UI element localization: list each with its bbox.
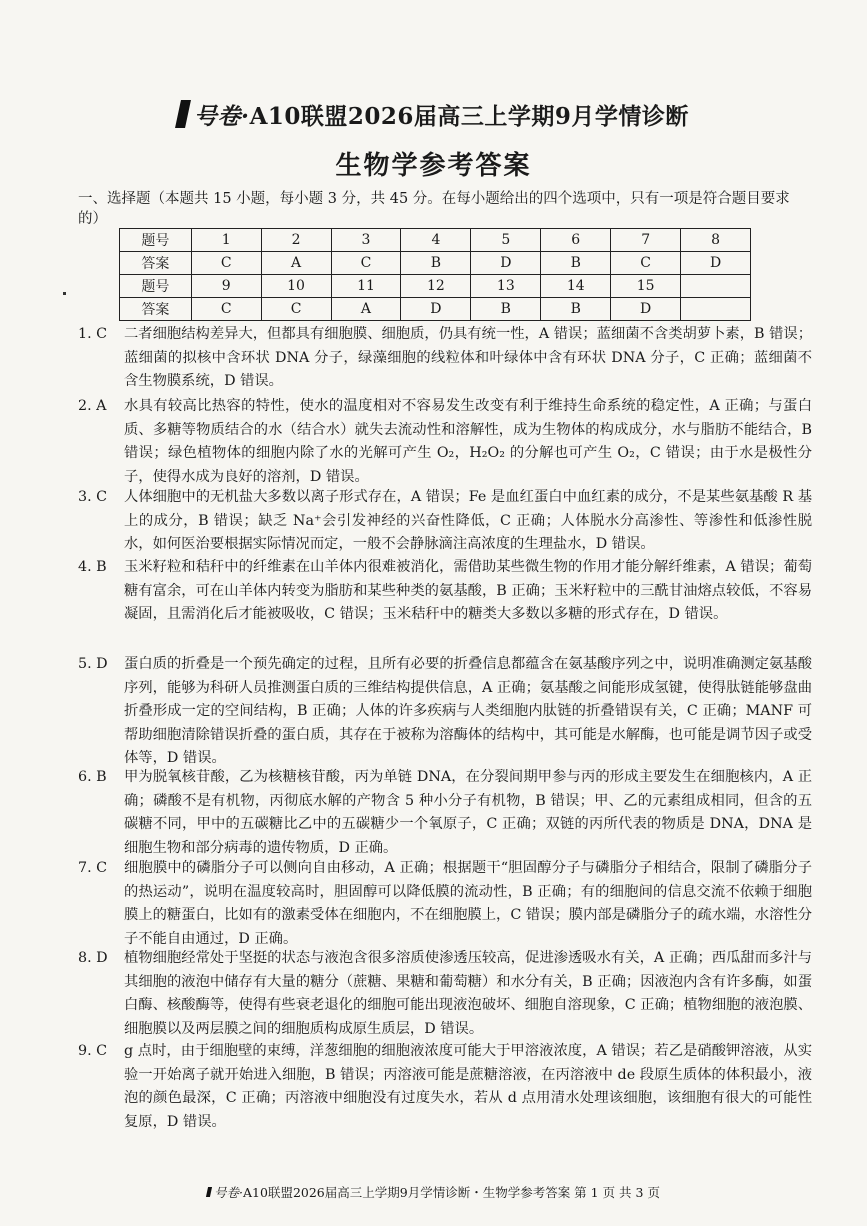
explanation-text: 植物细胞经常处于坚挺的状态与液泡含很多溶质使渗透压较高，促进渗透吸水有关，A 正确；西瓜甜而多汁与其细胞的液泡中储存有大量的糖分（蔗糖、果糖和葡萄糖）和水分有关，B 正确；因液泡内含有许多酶，如蛋白酶、核酸酶等，使得有些衰老退化的细胞可能出现液泡破坏、细胞自溶现象，C 正确；植物细胞的液泡膜、细胞膜以及两层膜之间的细胞质构成原生质层，D 错误。 [124,950,812,1037]
table-cell: D [611,298,681,321]
explanation-text: 蛋白质的折叠是一个预先确定的过程，且所有必要的折叠信息都蕴含在氨基酸序列之中，说明准确测定氨基酸序列，能够为科研人员推测蛋白质的三维结构提供信息，A 正确；氨基酸之间能形成氢键，使得肽链能够盘曲折叠形成一定的空间结构，B 正确；人体的许多疾病与人类细胞内肽链的折叠错误有关，C 正确；MANF 可帮助细胞清除错误折叠的蛋白质，其存在于被称为溶酶体的结构中，其可能是水解酶，也可能是调节因子或受体等，D 错误。 [124,656,812,766]
table-cell: B [401,252,471,275]
answer-explanation-2 [78,395,812,489]
explanation-text: 二者细胞结构差异大，但都具有细胞膜、细胞质，仍具有统一性，A 错误；蓝细菌不含类胡萝卜素，B 错误；蓝细菌的拟核中含环状 DNA 分子，绿藻细胞的线粒体和叶绿体中含有环状 DNA 分子，C 正确；蓝细菌不含生物膜系统，D 错误。 [124,326,812,389]
table-cell: 10 [261,275,331,298]
table-cell [681,275,751,298]
page-title [0,98,867,131]
table-cell: 9 [191,275,261,298]
table-row [120,275,751,298]
answer-explanation-8 [78,947,812,1041]
table-cell: 11 [331,275,401,298]
title-text: A10联盟2026届高三上学期9月学情诊断 [249,103,689,130]
table-header-cell: 题号 [120,229,192,252]
table-cell: C [191,298,261,321]
question-number: 3. C [78,489,108,505]
table-cell: 5 [471,229,541,252]
answer-explanation-4 [78,556,812,627]
explanation-text: g 点时，由于细胞壁的束缚，洋葱细胞的细胞液浓度可能大于甲溶液浓度，A 错误；若乙是硝酸钾溶液，从实验一开始离子就开始进入细胞，B 错误；丙溶液可能是蔗糖溶液，在丙溶液中 de 段原生质体的体积最小，液泡的颜色最深，C 正确；丙溶液中细胞没有过度失水，若从 d 点用清水处理该细胞，该细胞有很大的可能性复原，D 错误。 [124,1043,812,1130]
table-cell: B [541,298,611,321]
table-cell: B [471,298,541,321]
table-header-cell: 题号 [120,275,192,298]
brand-name: 号卷· [194,103,250,130]
explanation-text: 玉米籽粒和秸秆中的纤维素在山羊体内很难被消化，需借助某些微生物的作用才能分解纤维素，A 错误；葡萄糖有富余，可在山羊体内转变为脂肪和某些种类的氨基酸，B 正确；玉米籽粒中的三酰甘油熔点较低，不容易凝固，且需消化后才能被吸收，C 错误；玉米秸秆中的糖类大多数以多糖的形式存在，D 错误。 [124,559,812,622]
table-cell: 15 [611,275,681,298]
table-cell: B [541,252,611,275]
table-row [120,252,751,275]
table-cell: 3 [331,229,401,252]
answer-explanation-5 [78,653,812,771]
question-number: 6. B [78,769,107,785]
answer-explanation-6 [78,766,812,860]
table-cell: A [331,298,401,321]
table-cell: D [401,298,471,321]
table-header-cell: 答案 [120,298,192,321]
section-intro: 一、选择题（本题共 15 小题，每小题 3 分，共 45 分。在每小题给出的四个选项中，只有一项是符合题目要求的） [78,191,790,227]
page-footer [0,1183,867,1201]
table-cell: C [331,252,401,275]
table-cell: A [261,252,331,275]
explanation-text: 甲为脱氧核苷酸，乙为核糖核苷酸，丙为单链 DNA，在分裂间期甲参与丙的形成主要发生在细胞核内，A 正确；磷酸不是有机物，丙彻底水解的产物含 5 种小分子有机物，B 错误；甲、乙的元素组成相同，但含的五碳糖不同，甲中的五碳糖比乙中的五碳糖少一个氧原子，C 正确；双链的丙所代表的物质是 DNA，DNA 是细胞生物和部分病毒的遗传物质，D 正确。 [124,769,812,856]
table-header-cell: 答案 [120,252,192,275]
table-cell: 2 [261,229,331,252]
table-cell: 12 [401,275,471,298]
table-cell: 8 [681,229,751,252]
answer-table [119,228,751,321]
table-row [120,229,751,252]
table-cell: 14 [541,275,611,298]
table-cell: D [681,252,751,275]
table-cell: 1 [191,229,261,252]
explanation-text: 水具有较高比热容的特性，使水的温度相对不容易发生改变有利于维持生命系统的稳定性，A 正确；与蛋白质、多糖等物质结合的水（结合水）就失去流动性和溶解性，成为生物体的构成成分，水与脂肪不能结合，B 错误；绿色植物体的细胞内除了水的光解可产生 O₂，H₂O₂ 的分解也可产生 O₂，C 错误；由于水是极性分子，使得水成为良好的溶剂，D 错误。 [124,398,812,485]
question-number: 5. D [78,656,108,672]
question-number: 9. C [78,1043,108,1059]
table-cell: 4 [401,229,471,252]
table-cell: C [261,298,331,321]
question-number: 2. A [78,398,107,414]
question-number: 8. D [78,950,108,966]
footer-text: A10联盟2026届高三上学期9月学情诊断・生物学参考答案 第 1 页 共 3 页 [243,1185,660,1200]
margin-dot [63,292,66,295]
answer-explanation-9 [78,1040,812,1134]
table-cell: C [611,252,681,275]
brand-logo-icon [175,100,191,128]
question-number: 4. B [78,559,107,575]
table-cell: 7 [611,229,681,252]
table-cell: 6 [541,229,611,252]
table-cell [681,298,751,321]
table-cell: C [191,252,261,275]
answer-explanation-7 [78,857,812,951]
answer-explanation-3 [78,486,812,557]
table-row [120,298,751,321]
answer-explanation-1 [78,323,812,394]
explanation-text: 细胞膜中的磷脂分子可以侧向自由移动，A 正确；根据题干“胆固醇分子与磷脂分子相结合，限制了磷脂分子的热运动”，说明在温度较高时，胆固醇可以降低膜的流动性，B 正确；有的细胞间的信息交流不依赖于细胞膜上的糖蛋白，比如有的激素受体在细胞内，不在细胞膜上，C 错误；膜内部是磷脂分子的疏水端，水溶性分子不能自由通过，D 正确。 [124,860,812,947]
table-cell: 13 [471,275,541,298]
footer-brand: 号卷· [214,1185,244,1200]
question-number: 1. C [78,326,108,342]
question-number: 7. C [78,860,108,876]
explanation-text: 人体细胞中的无机盐大多数以离子形式存在，A 错误；Fe 是血红蛋白中血红素的成分，不是某些氨基酸 R 基上的成分，B 错误；缺乏 Na⁺会引发神经的兴奋性降低，C 正确；人体脱水分高渗性、等渗性和低渗性脱水，如何医治要根据实际情况而定，一般不会静脉滴注高浓度的生理盐水，D 错误。 [124,489,812,552]
page-subtitle: 生物学参考答案 [335,151,532,181]
footer-logo-icon [206,1187,212,1197]
table-cell: D [471,252,541,275]
